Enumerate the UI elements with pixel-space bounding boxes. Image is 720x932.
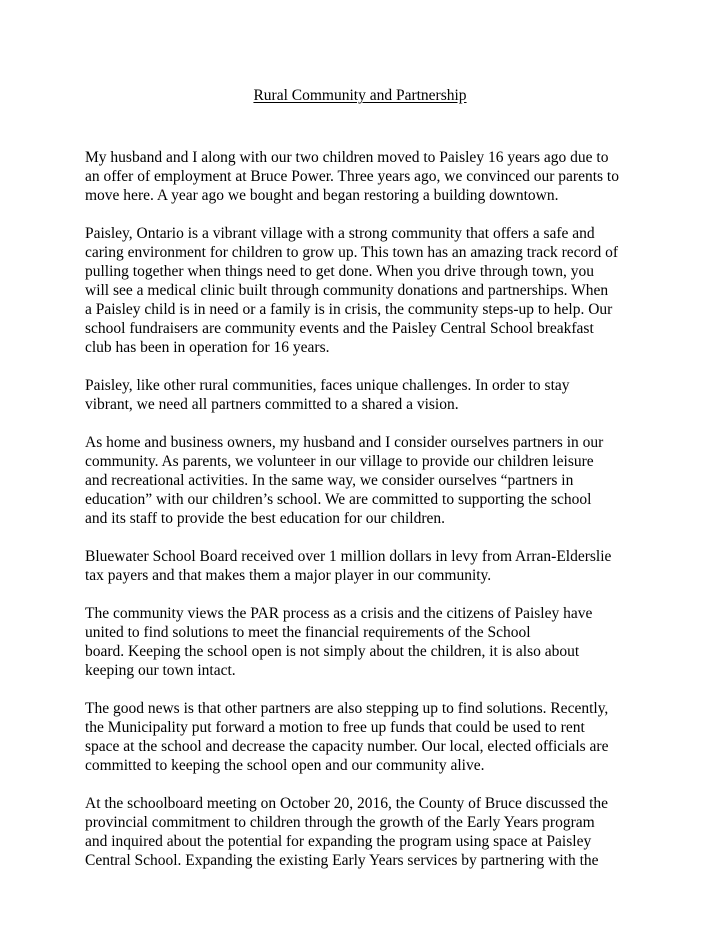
text-line: caring environment for children to grow up. This town has an amazing track record of [85,244,619,261]
paragraph-3 [85,376,640,414]
document-body [85,148,640,889]
text-line: and its staff to provide the best education for our children. [85,510,445,527]
text-line: board. Keeping the school open is not simply about the children, it is also about [85,643,580,660]
text-line: a Paisley child is in need or a family is in crisis, the community steps-up to help. Our [85,301,613,318]
text-line: pulling together when things need to get done. When you drive through town, you [85,263,594,280]
text-line: club has been in operation for 16 years. [85,339,330,356]
text-line: committed to keeping the school open and our community alive. [85,757,485,774]
text-line: As home and business owners, my husband and I consider ourselves partners in our [85,434,604,451]
text-line: community. As parents, we volunteer in our village to provide our children leisure [85,453,594,470]
paragraph-8 [85,794,640,870]
text-line: united to find solutions to meet the financial requirements of the School [85,624,531,641]
text-line: Paisley, like other rural communities, faces unique challenges. In order to stay [85,377,570,394]
text-line: vibrant, we need all partners committed to a shared a vision. [85,396,459,413]
text-line: Paisley, Ontario is a vibrant village with a strong community that offers a safe and [85,225,595,242]
text-line: Bluewater School Board received over 1 million dollars in levy from Arran-Elderslie [85,548,612,565]
text-line: provincial commitment to children through the growth of the Early Years program [85,814,595,831]
text-line: Central School. Expanding the existing Early Years services by partnering with the [85,852,599,869]
paragraph-1 [85,148,640,205]
text-line: will see a medical clinic built through community donations and partnerships. When [85,282,609,299]
text-line: and inquired about the potential for expanding the program using space at Paisley [85,833,592,850]
text-line: space at the school and decrease the capacity number. Our local, elected officials are [85,738,609,755]
paragraph-5 [85,547,640,585]
text-line: school fundraisers are community events and the Paisley Central School breakfast [85,320,594,337]
text-line: education” with our children’s school. We are committed to supporting the school [85,491,592,508]
paragraph-2 [85,224,640,357]
paragraph-7 [85,699,640,775]
paragraph-4 [85,433,640,528]
document-title: Rural Community and Partnership [253,87,467,104]
text-line: The good news is that other partners are also stepping up to find solutions. Recently, [85,700,609,717]
text-line: keeping our town intact. [85,662,236,679]
text-line: the Municipality put forward a motion to free up funds that could be used to rent [85,719,585,736]
text-line: The community views the PAR process as a crisis and the citizens of Paisley have [85,605,593,622]
text-line: move here. A year ago we bought and began restoring a building downtown. [85,187,559,204]
text-line: tax payers and that makes them a major player in our community. [85,567,492,584]
text-line: At the schoolboard meeting on October 20, 2016, the County of Bruce discussed the [85,795,609,812]
paragraph-6 [85,604,640,680]
text-line: My husband and I along with our two children moved to Paisley 16 years ago due to [85,149,609,166]
text-line: an offer of employment at Bruce Power. Three years ago, we convinced our parents to [85,168,619,185]
text-line: and recreational activities. In the same way, we consider ourselves “partners in [85,472,574,489]
